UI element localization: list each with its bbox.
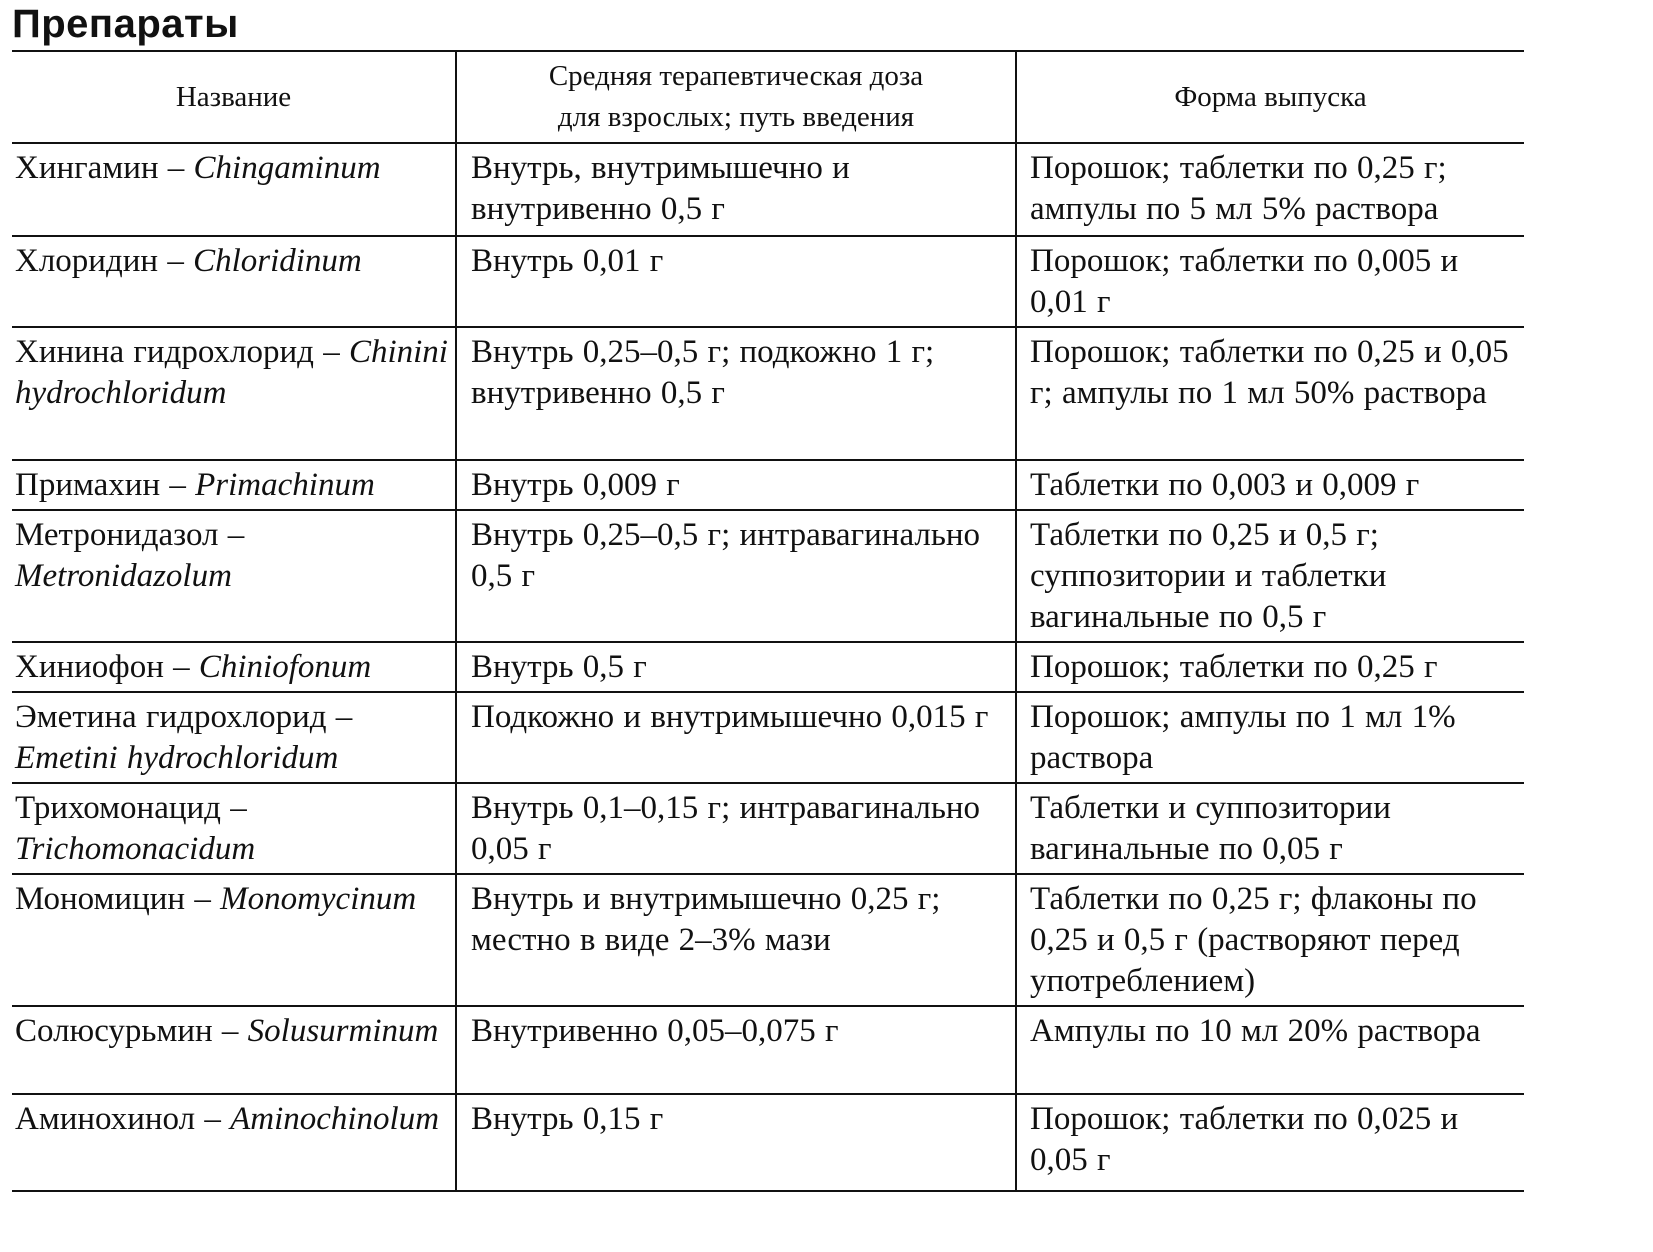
drug-name-ru: Хингамин – bbox=[15, 150, 194, 186]
drug-name-cell bbox=[12, 874, 456, 1006]
form-cell: Ампулы по 10 мл 20% раствора bbox=[1016, 1006, 1524, 1094]
dose-cell: Внутрь 0,009 г bbox=[456, 460, 1016, 510]
form-cell: Порошок; таблетки по 0,025 и 0,05 г bbox=[1016, 1094, 1524, 1191]
drug-name-latin: Primachinum bbox=[195, 467, 375, 503]
dose-cell: Внутрь 0,01 г bbox=[456, 236, 1016, 327]
drug-name-ru: Хлоридин – bbox=[15, 243, 194, 279]
table-row bbox=[12, 236, 1524, 327]
drug-name-cell bbox=[12, 1006, 456, 1094]
dose-cell: Внутрь и внутримышечно 0,25 г; местно в виде 2–3% мази bbox=[456, 874, 1016, 1006]
table-row bbox=[12, 510, 1524, 642]
drug-name-ru: Мономицин – bbox=[15, 881, 221, 917]
table-row bbox=[12, 143, 1524, 236]
table-row bbox=[12, 460, 1524, 510]
header-form: Форма выпуска bbox=[1016, 51, 1524, 143]
form-cell: Таблетки по 0,25 г; флаконы по 0,25 и 0,5 г (растворяют перед употреблением) bbox=[1016, 874, 1524, 1006]
header-dose-line1: Средняя терапевтическая доза bbox=[548, 60, 924, 92]
table-row bbox=[12, 1006, 1524, 1094]
drug-name-ru: Хинина гидрохлорид – bbox=[15, 334, 349, 370]
drug-name-ru: Эметина гидрохлорид – bbox=[15, 699, 353, 735]
header-row bbox=[12, 51, 1524, 143]
header-name: Название bbox=[175, 80, 292, 113]
drug-name-ru: Примахин – bbox=[15, 467, 196, 503]
drug-name-cell bbox=[12, 510, 456, 642]
form-cell: Порошок; таблетки по 0,25 и 0,05 г; ампулы по 1 мл 50% раствора bbox=[1016, 327, 1524, 460]
drug-name-cell bbox=[12, 783, 456, 874]
drug-name-latin: Metronidazolum bbox=[15, 558, 232, 594]
dose-cell: Внутрь 0,25–0,5 г; интравагинально 0,5 г bbox=[456, 510, 1016, 642]
form-cell: Порошок; таблетки по 0,005 и 0,01 г bbox=[1016, 236, 1524, 327]
dose-cell: Внутрь 0,5 г bbox=[456, 642, 1016, 692]
table-row bbox=[12, 874, 1524, 1006]
form-cell: Таблетки и суппозитории вагинальные по 0,05 г bbox=[1016, 783, 1524, 874]
drug-name-latin: Aminochinolum bbox=[230, 1101, 440, 1137]
drug-name-latin: Chinini hydrochloridum bbox=[15, 334, 448, 411]
drug-name-cell bbox=[12, 460, 456, 510]
drug-name-cell bbox=[12, 143, 456, 236]
drug-name-cell bbox=[12, 692, 456, 783]
dose-cell: Внутрь, внутримышечно и внутривенно 0,5 г bbox=[456, 143, 1016, 236]
drug-name-latin: Trichomonacidum bbox=[15, 831, 256, 867]
drug-name-ru: Аминохинол – bbox=[15, 1101, 231, 1137]
table-header bbox=[12, 51, 1524, 143]
table-row bbox=[12, 1094, 1524, 1191]
table-body bbox=[12, 143, 1524, 1191]
form-cell: Порошок; ампулы по 1 мл 1% раствора bbox=[1016, 692, 1524, 783]
drug-name-cell bbox=[12, 236, 456, 327]
drug-name-latin: Solusurminum bbox=[247, 1013, 439, 1049]
drug-name-ru: Хиниофон – bbox=[15, 649, 199, 685]
drug-name-ru: Метронидазол – bbox=[15, 517, 245, 553]
drug-name-ru: Солюсурьмин – bbox=[15, 1013, 248, 1049]
drug-name-ru: Трихомонацид – bbox=[15, 790, 247, 826]
drug-name-latin: Emetini hydrochloridum bbox=[15, 740, 339, 776]
form-cell: Таблетки по 0,003 и 0,009 г bbox=[1016, 460, 1524, 510]
drug-name-latin: Chloridinum bbox=[193, 243, 362, 279]
table-row bbox=[12, 783, 1524, 874]
dose-cell: Внутривенно 0,05–0,075 г bbox=[456, 1006, 1016, 1094]
dose-cell: Подкожно и внутримышечно 0,015 г bbox=[456, 692, 1016, 783]
drug-name-latin: Chiniofonum bbox=[198, 649, 372, 685]
form-cell: Порошок; таблетки по 0,25 г; ампулы по 5 мл 5% раствора bbox=[1016, 143, 1524, 236]
table-row bbox=[12, 642, 1524, 692]
drug-name-cell bbox=[12, 1094, 456, 1191]
table-row bbox=[12, 692, 1524, 783]
form-cell: Таблетки по 0,25 и 0,5 г; суппозитории и таблетки вагинальные по 0,5 г bbox=[1016, 510, 1524, 642]
dose-cell: Внутрь 0,1–0,15 г; интравагинально 0,05 г bbox=[456, 783, 1016, 874]
page-title: Препараты bbox=[12, 2, 239, 46]
drug-name-latin: Monomycinum bbox=[220, 881, 417, 917]
drug-name-cell bbox=[12, 327, 456, 460]
drugs-table bbox=[12, 50, 1524, 1192]
header-dose bbox=[456, 51, 1016, 143]
dose-cell: Внутрь 0,25–0,5 г; подкожно 1 г; внутривенно 0,5 г bbox=[456, 327, 1016, 460]
header-dose-line2: для взрослых; путь введения bbox=[557, 101, 915, 133]
form-cell: Порошок; таблетки по 0,25 г bbox=[1016, 642, 1524, 692]
drug-name-cell bbox=[12, 642, 456, 692]
drug-name-latin: Chingaminum bbox=[193, 150, 381, 186]
dose-cell: Внутрь 0,15 г bbox=[456, 1094, 1016, 1191]
table-row bbox=[12, 327, 1524, 460]
